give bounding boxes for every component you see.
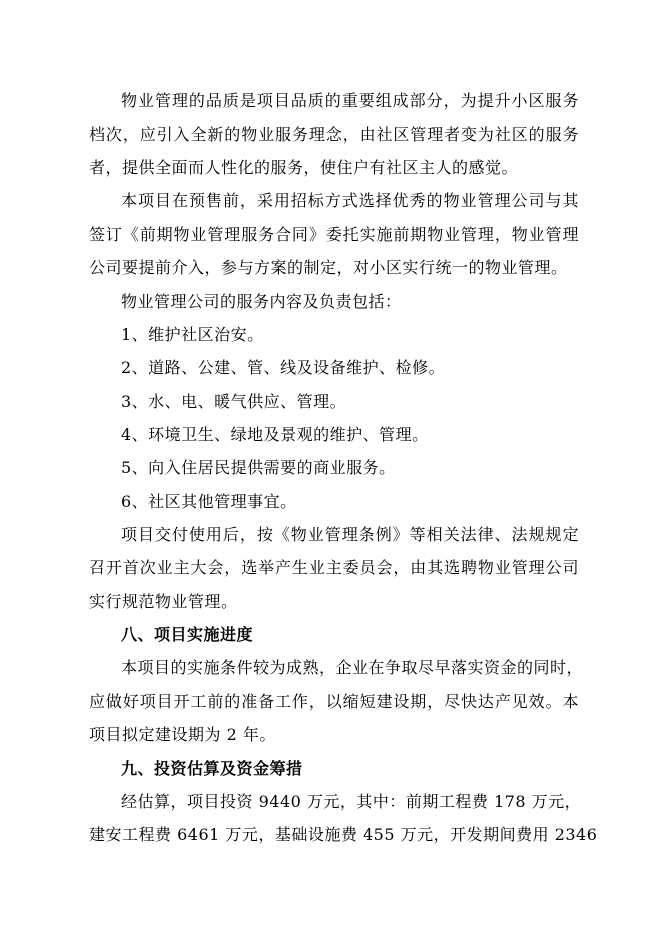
paragraph-line: 物业管理的品质是项目品质的重要组成部分，为提升小区服务 [121, 91, 579, 110]
paragraph-line: 项目拟定建设期为 2 年。 [89, 725, 276, 744]
list-item: 1、维护社区治安。 [121, 325, 264, 344]
paragraph-line: 项目交付使用后，按《物业管理条例》等相关法律、法规规定 [121, 525, 579, 544]
paragraph-line: 本项目的实施条件较为成熟，企业在争取尽早落实资金的同时， [121, 658, 584, 677]
paragraph-line: 档次，应引入全新的物业服务理念，由社区管理者变为社区的服务 [89, 125, 579, 144]
paragraph-line: 者，提供全面而人性化的服务，使住户有社区主人的感觉。 [89, 158, 519, 177]
list-item: 3、水、电、暖气供应、管理。 [121, 392, 347, 411]
section-heading: 九、投资估算及资金筹措 [121, 759, 303, 778]
paragraph-line: 召开首次业主大会，选举产生业主委员会，由其选聘物业管理公司 [89, 558, 579, 577]
paragraph-line: 物业管理公司的服务内容及负责包括： [121, 292, 402, 311]
paragraph-line: 应做好项目开工前的准备工作，以缩短建设期，尽快达产见效。本 [89, 692, 579, 711]
section-heading: 八、项目实施进度 [121, 625, 254, 644]
list-item: 4、环境卫生、绿地及景观的维护、管理。 [121, 425, 429, 444]
list-item: 2、道路、公建、管、线及设备维护、检修。 [121, 358, 446, 377]
paragraph-line: 公司要提前介入，参与方案的制定，对小区实行统一的物业管理。 [89, 258, 568, 277]
paragraph-line: 建安工程费 6461 万元，基础设施费 455 万元，开发期间费用 2346 [89, 825, 598, 844]
paragraph-line: 实行规范物业管理。 [89, 592, 238, 611]
list-item: 5、向入住居民提供需要的商业服务。 [121, 458, 396, 477]
paragraph-line: 签订《前期物业管理服务合同》委托实施前期物业管理，物业管理 [89, 225, 579, 244]
paragraph-line: 本项目在预售前，采用招标方式选择优秀的物业管理公司与其 [121, 191, 579, 210]
paragraph-line: 经估算，项目投资 9440 万元，其中：前期工程费 178 万元， [121, 792, 582, 811]
list-item: 6、社区其他管理事宜。 [121, 492, 297, 511]
